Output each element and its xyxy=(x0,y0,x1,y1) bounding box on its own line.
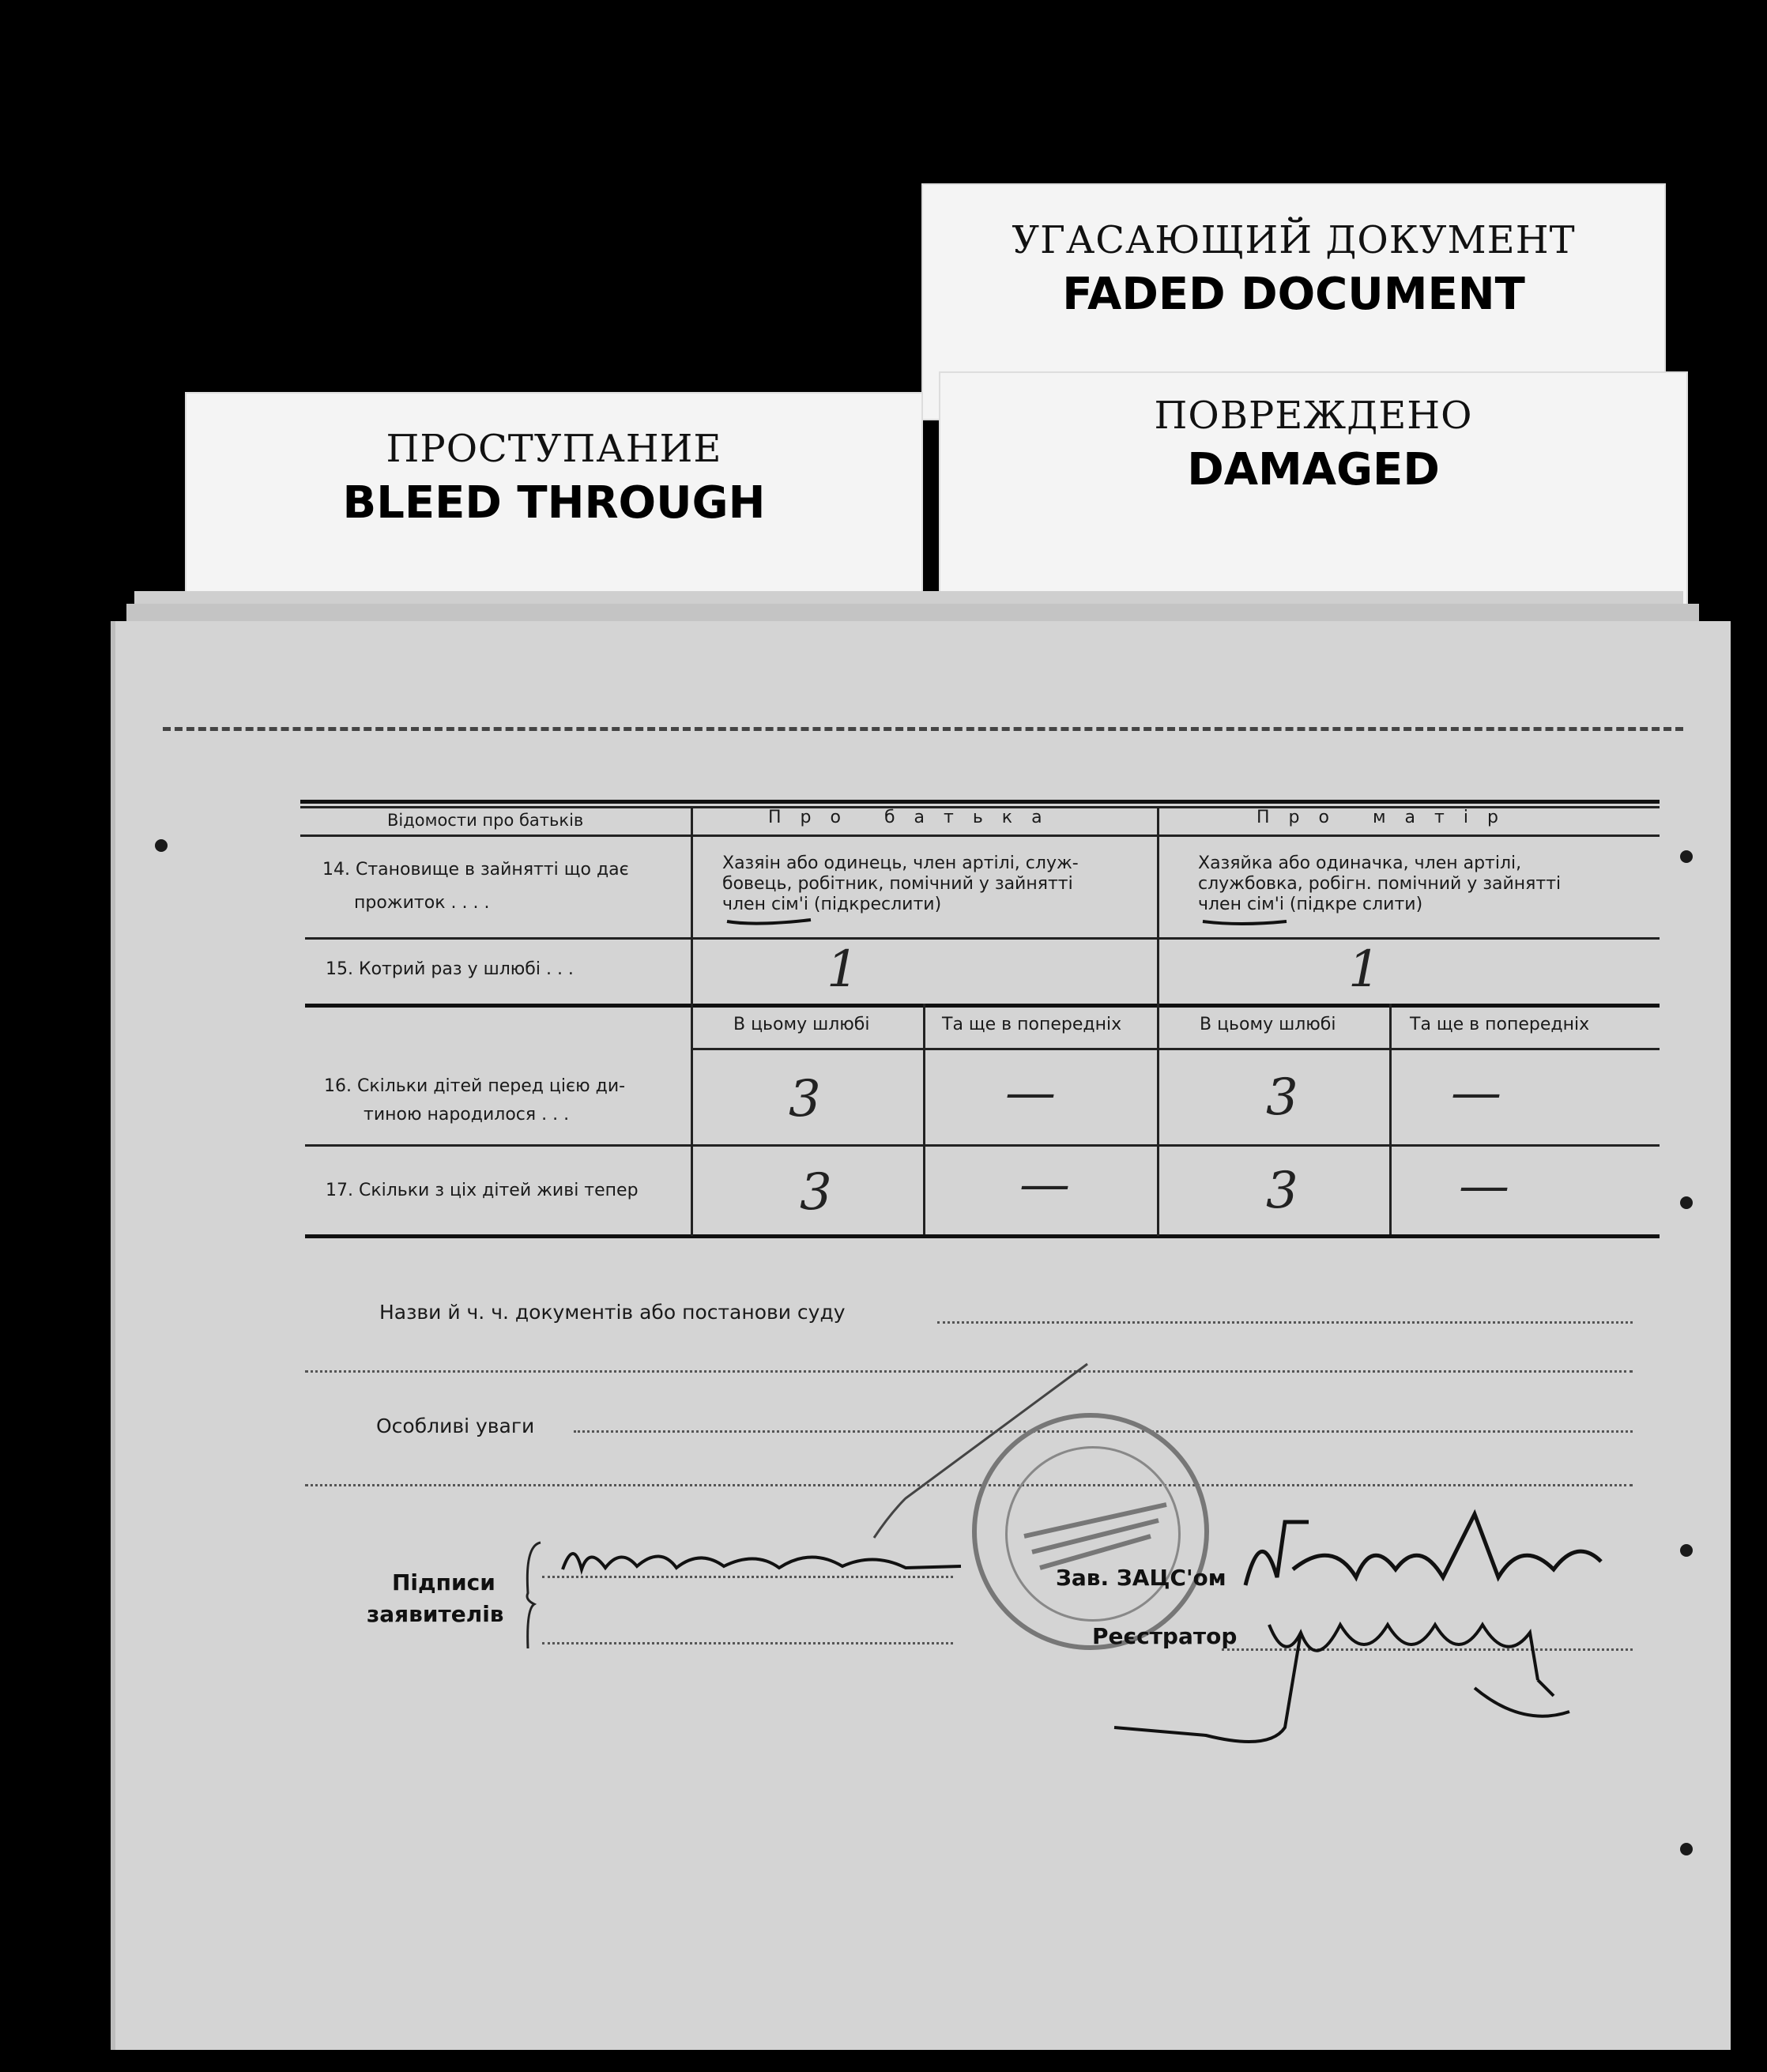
documents-label: Назви й ч. ч. документів або постанови суду xyxy=(379,1301,846,1324)
applicant-signature xyxy=(558,1538,969,1585)
row15-mother-value: 1 xyxy=(1348,940,1381,999)
header-father: Про батька xyxy=(768,808,1061,827)
col-divider-1 xyxy=(691,806,693,1236)
documents-line xyxy=(937,1321,1633,1324)
table-header-rule xyxy=(300,834,1660,837)
damaged-card-en: DAMAGED xyxy=(1187,444,1440,495)
row17-mother-prev: — xyxy=(1459,1157,1509,1215)
binding-hole xyxy=(155,839,168,852)
underline-mark xyxy=(724,914,819,929)
perforation-line xyxy=(163,727,1683,731)
row17-father-this: 3 xyxy=(800,1163,832,1222)
table-top-rule xyxy=(300,800,1660,804)
subheader-rule xyxy=(692,1048,1660,1050)
registry-form-page xyxy=(111,621,1731,2050)
col-divider-4 xyxy=(1389,1004,1392,1234)
row14-father-line1: Хазяін або одинець, член артілі, служ- xyxy=(722,853,1079,873)
subheader-father-this: В цьому шлюбі xyxy=(733,1015,870,1034)
bleed-through-card xyxy=(185,392,923,613)
faded-card-ru: УГАСАЮЩИЙ ДОКУМЕНТ xyxy=(1012,218,1576,262)
remarks-label: Особливі уваги xyxy=(376,1415,535,1437)
row14-mother-line1: Хазяйка або одиначка, член артілі, xyxy=(1198,853,1522,873)
signatures-label-line2: заявителів xyxy=(367,1601,504,1627)
row14-rule xyxy=(305,937,1660,940)
row14-father-line2: бовець, робітник, помічний у зайнятті xyxy=(722,874,1073,894)
row14-label-line2: прожиток . . . . xyxy=(354,893,490,913)
header-mother: Про матір xyxy=(1256,808,1517,827)
row17-label: 17. Скільки з ціх дітей живі тепер xyxy=(326,1181,639,1200)
row14-mother-line2: службовка, робігн. помічний у зайнятті xyxy=(1198,874,1562,894)
bleed-card-en: BLEED THROUGH xyxy=(342,477,766,529)
col-divider-3 xyxy=(923,1004,925,1234)
row16-father-prev: — xyxy=(1005,1064,1056,1122)
row14-mother-line3: член сім'і (підкре слити) xyxy=(1198,895,1423,914)
registrar-signature xyxy=(1111,1569,1712,1775)
row14-label-line1: 14. Становище в зайнятті що дає xyxy=(322,860,629,880)
row14-father-line3: член сім'і (підкреслити) xyxy=(722,895,942,914)
subheader-mother-this: В цьому шлюбі xyxy=(1200,1015,1336,1034)
damaged-card-ru: ПОВРЕЖДЕНО xyxy=(1154,394,1473,438)
bleed-card-ru: ПРОСТУПАНИЕ xyxy=(386,427,722,471)
subheader-father-prev: Та ще в попередніх xyxy=(942,1015,1122,1034)
faded-card-en: FADED DOCUMENT xyxy=(1062,269,1525,320)
row16-mother-this: 3 xyxy=(1266,1068,1298,1127)
row15-label: 15. Котрий раз у шлюбі . . . xyxy=(326,959,574,979)
row17-mother-this: 3 xyxy=(1266,1162,1298,1220)
header-parents: Відомости про батьків xyxy=(387,811,584,830)
head-of-registry-label: Зав. ЗАЦС'ом xyxy=(1056,1565,1226,1591)
binding-hole xyxy=(1680,850,1693,863)
signatures-label-line1: Підписи xyxy=(392,1569,495,1595)
subheader-mother-prev: Та ще в попередніх xyxy=(1410,1015,1590,1034)
row16-label-line2: тиною народилося . . . xyxy=(364,1105,570,1125)
binding-hole xyxy=(1680,1196,1693,1209)
binding-hole xyxy=(1680,1843,1693,1855)
row15-father-value: 1 xyxy=(827,940,859,999)
applicant-signature-line-2 xyxy=(542,1642,953,1644)
underline-mark xyxy=(1200,915,1294,931)
row16-rule xyxy=(305,1144,1660,1147)
row15-rule xyxy=(305,1004,1660,1008)
row17-father-prev: — xyxy=(1019,1155,1070,1214)
registrar-label: Реєстратор xyxy=(1092,1623,1238,1649)
row16-mother-prev: — xyxy=(1451,1064,1501,1122)
damaged-card xyxy=(939,371,1688,608)
col-divider-2 xyxy=(1157,806,1159,1236)
row16-father-this: 3 xyxy=(789,1070,821,1128)
binding-hole xyxy=(1680,1544,1693,1557)
table-bottom-rule xyxy=(305,1234,1660,1238)
row16-label-line1: 16. Скільки дітей перед цією ди- xyxy=(324,1076,626,1096)
signatures-bracket xyxy=(522,1538,545,1656)
